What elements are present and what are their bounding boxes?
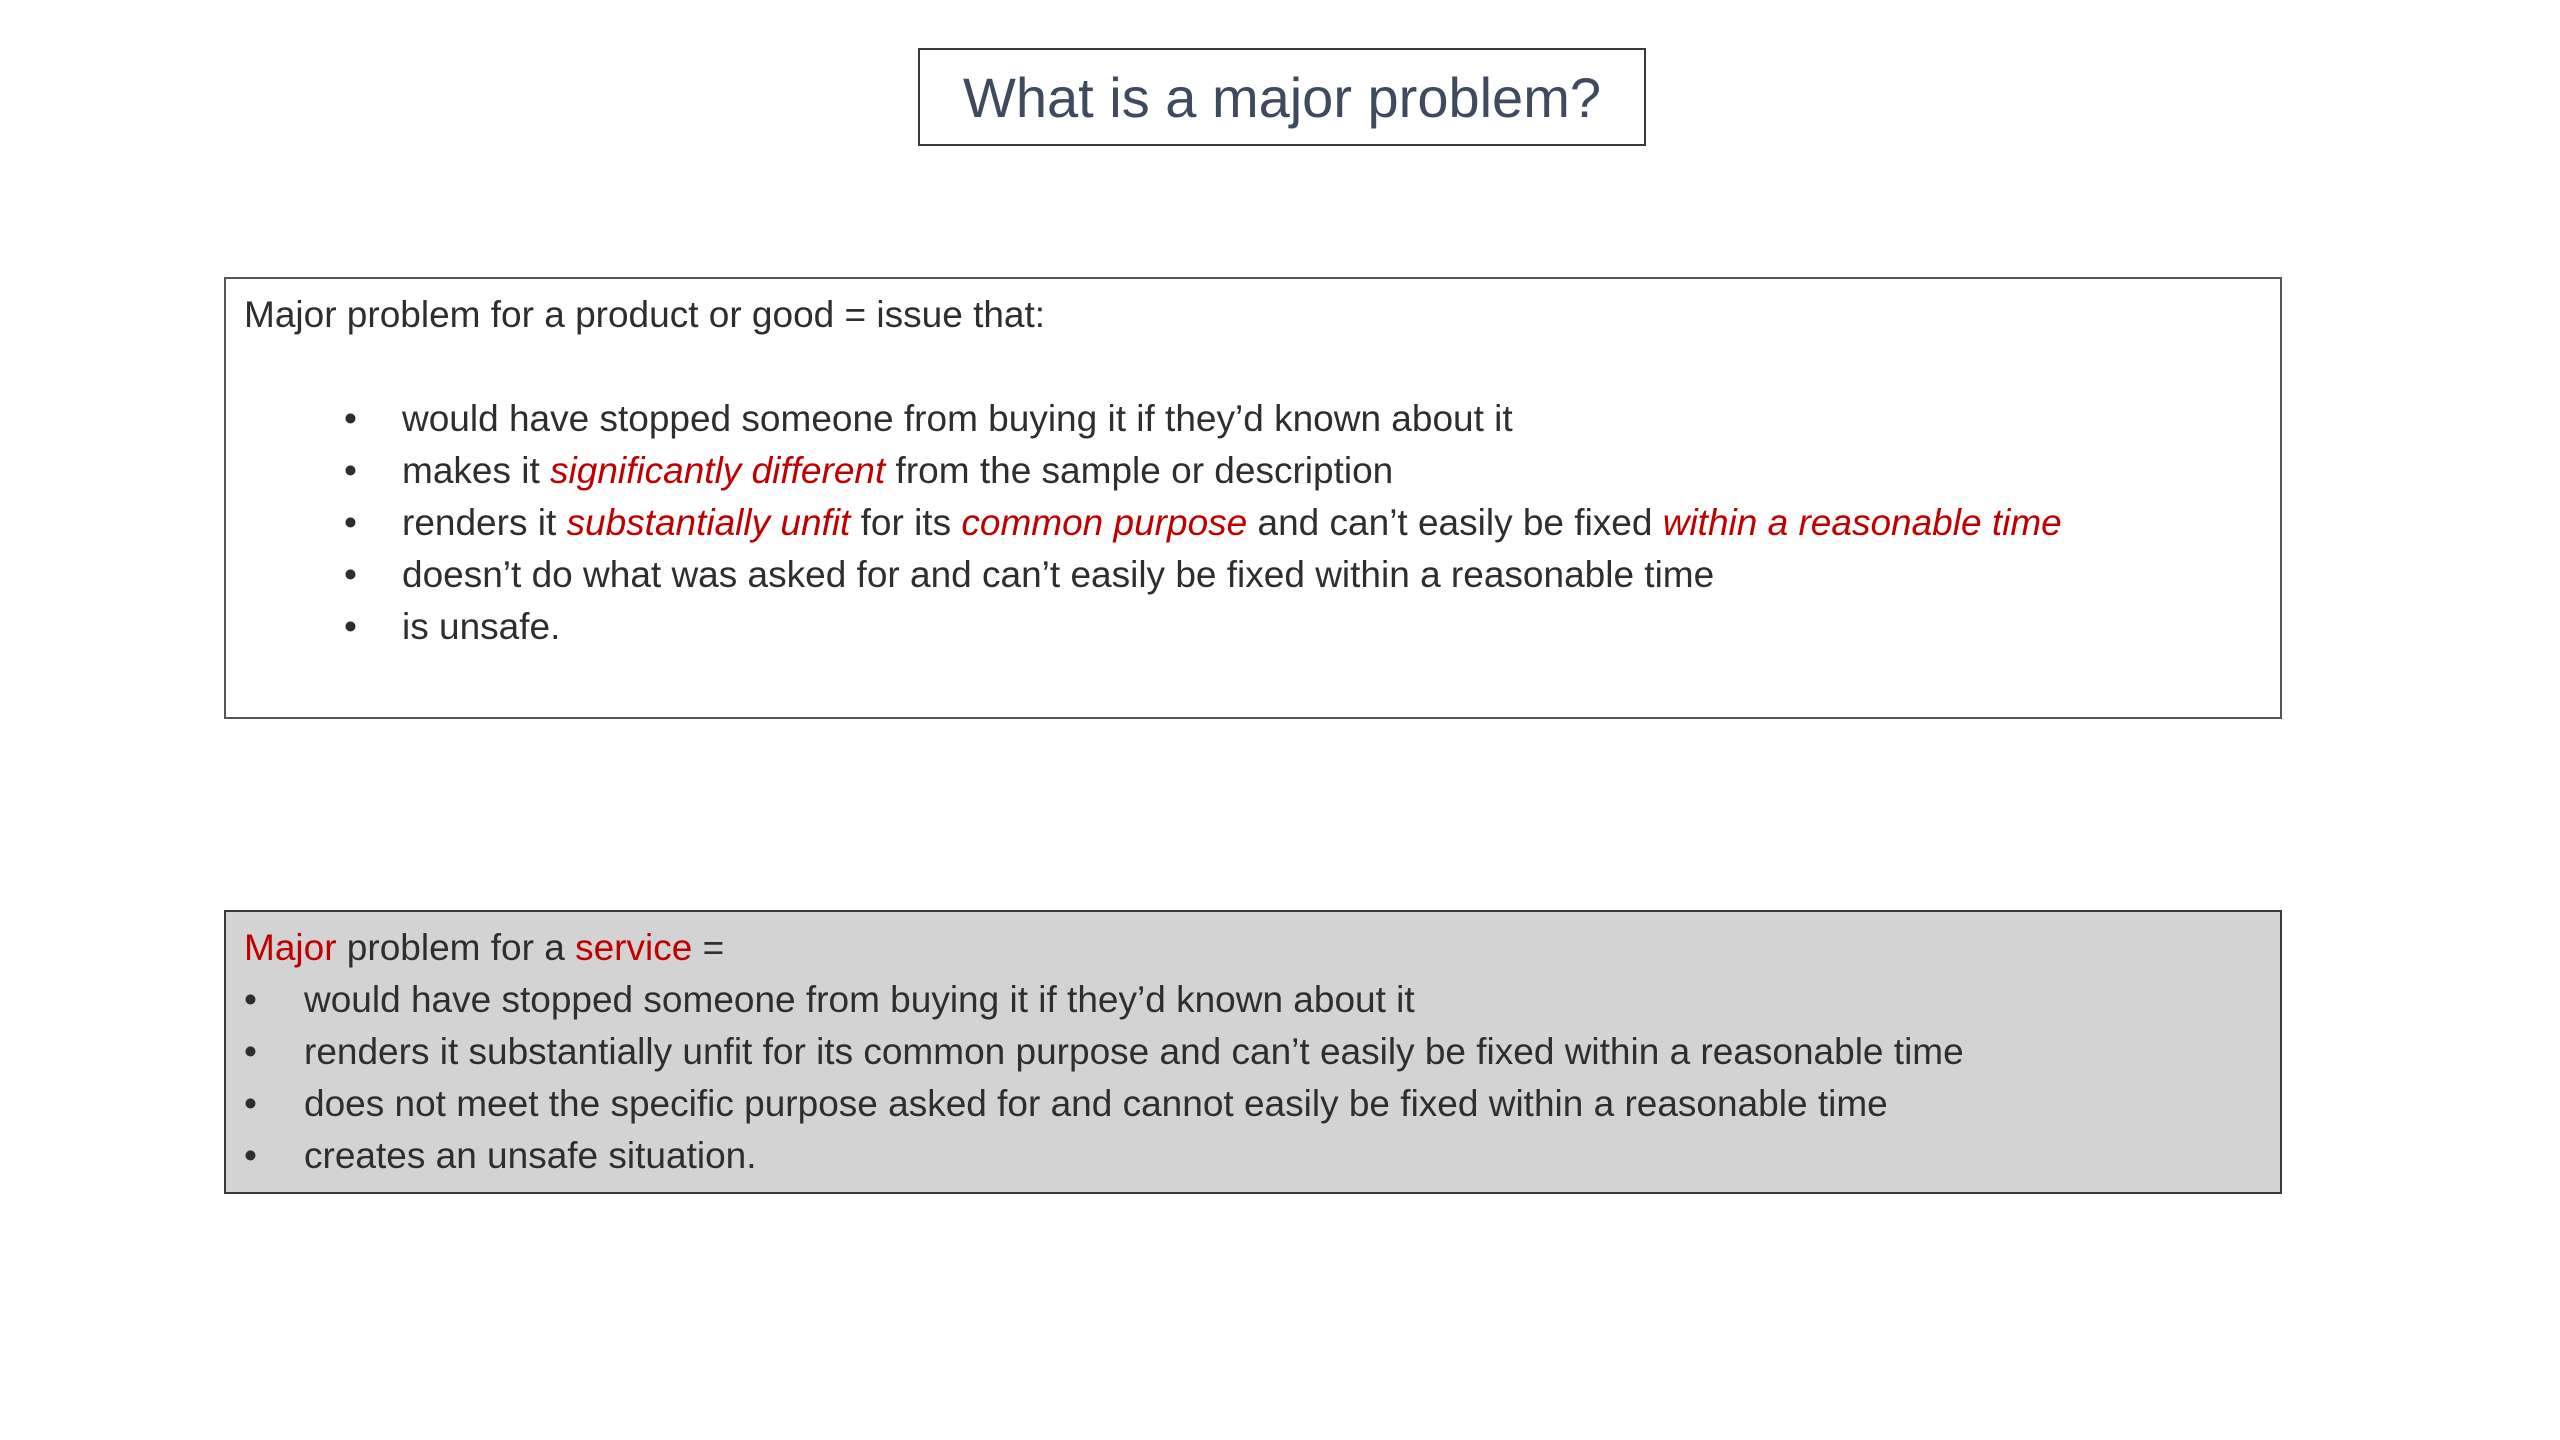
emphasis-text: common purpose	[961, 502, 1248, 543]
product-criteria-list	[244, 393, 2262, 653]
text-segment: problem for a	[336, 927, 576, 968]
text-segment: would have stopped someone from buying it if they’d known about it	[402, 398, 1513, 439]
text-segment: for its	[850, 502, 962, 543]
service-criteria-list	[244, 974, 2262, 1182]
list-item	[244, 974, 2262, 1026]
list-item	[244, 1026, 2262, 1078]
text-segment: =	[692, 927, 725, 968]
emphasis-text: significantly different	[550, 450, 886, 491]
list-item	[244, 1130, 2262, 1182]
text-segment: doesn’t do what was asked for and can’t easily be fixed within a reasonable time	[402, 554, 1715, 595]
bullet-icon: •	[244, 979, 257, 1020]
bullet-icon: •	[344, 606, 357, 647]
list-item	[244, 497, 2262, 549]
emphasis-text: within a reasonable time	[1662, 502, 2062, 543]
text-segment: from the sample or description	[885, 450, 1394, 491]
service-definition-box	[224, 910, 2282, 1194]
bullet-icon: •	[344, 450, 357, 491]
page-title: What is a major problem?	[962, 65, 1601, 129]
list-item	[244, 393, 2262, 445]
title-box	[918, 48, 1646, 146]
list-item	[244, 601, 2262, 653]
bullet-icon: •	[244, 1135, 257, 1176]
bullet-icon: •	[344, 502, 357, 543]
list-item	[244, 549, 2262, 601]
list-item-text: creates an unsafe situation.	[304, 1135, 757, 1176]
bullet-icon: •	[344, 398, 357, 439]
list-item	[244, 1078, 2262, 1130]
product-definition-box	[224, 277, 2282, 719]
product-box-intro: Major problem for a product or good = issue that:	[244, 294, 1046, 335]
text-segment: makes it	[402, 450, 551, 491]
service-box-intro	[244, 922, 2262, 974]
bullet-icon: •	[244, 1083, 257, 1124]
text-segment: renders it	[402, 502, 567, 543]
list-item-text: would have stopped someone from buying it if they’d known about it	[304, 979, 1415, 1020]
bullet-icon: •	[344, 554, 357, 595]
emphasis-text: Major	[244, 927, 337, 968]
emphasis-text: service	[575, 927, 693, 968]
emphasis-text: substantially unfit	[566, 502, 851, 543]
text-segment: and can’t easily be fixed	[1247, 502, 1663, 543]
list-item-text: does not meet the specific purpose asked for and cannot easily be fixed within a reasonable time	[304, 1083, 1888, 1124]
bullet-icon: •	[244, 1031, 257, 1072]
list-item-text: renders it substantially unfit for its common purpose and can’t easily be fixed within a reasonable time	[304, 1031, 1964, 1072]
list-item	[244, 445, 2262, 497]
text-segment: is unsafe.	[402, 606, 561, 647]
